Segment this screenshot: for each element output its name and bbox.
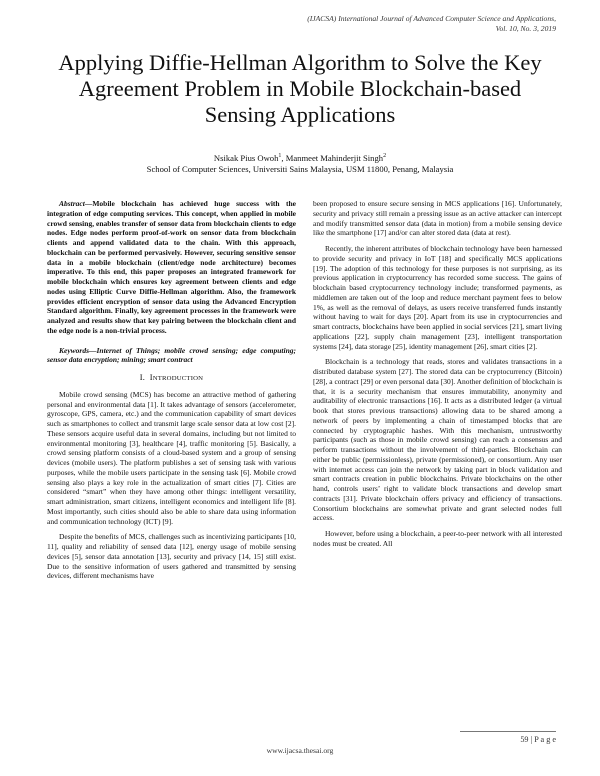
journal-website[interactable]: www.ijacsa.thesai.org <box>266 746 334 755</box>
right-column <box>313 199 562 555</box>
running-header <box>156 14 556 34</box>
intro-paragraph-2: Despite the benefits of MCS, challenges such as incentivizing participants [10, 11], quality and reliability of sensed data [12], energy usage of mobile sensing devices [5], sensor data annotation [13], security and privacy [14, 15] still exist. Due to the sensitive information of users gathered and transmitted by sensing devices, different mechanisms have <box>47 532 296 581</box>
left-column <box>47 199 296 587</box>
section-title-initial: I <box>149 373 153 382</box>
intro-paragraph-4: Blockchain is a technology that reads, stores and validates transactions in a distributed database system [27]. The stored data can be cryptocurrency (Bitcoin) [28], a contract [29] or even personal data [30]. Another definition of blockchain is that, it is a security mechanism that ensures immutability, anonymity and auditability of electronic transactions [16]. It acts as a distributed ledger (a virtual book that stores previous transactions) allowing data to be shared among a network of peers by implementing a chain of timestamped blocks that are connected by cryptographic hashes. With this mechanism, untrustworthy participants (such as those in mobile crowd sensing) can reach a consensus and perform transactions without the involvement of third-parties. Blockchain can either be public (permissionless), private (permissioned), or consortium. Any user with internet access can join the network by taking part in block validation and smart contracts creation in public blockchains. Private blockchains on the other hand, controls users’ right to validate block transactions and develop smart contracts [31]. Private blockchain offers privacy and efficiency of transactions. Consortium blockchains are somewhat private and grant selected nodes full access. <box>313 357 562 523</box>
title-line-2: Agreement Problem in Mobile Blockchain-based <box>78 76 522 101</box>
title-line-3: Sensing Applications <box>204 102 396 127</box>
title-line-1: Applying Diffie-Hellman Algorithm to Solve the Key <box>58 50 542 75</box>
footer-divider <box>460 731 556 732</box>
author-list <box>40 151 560 164</box>
section-heading-introduction <box>47 373 296 384</box>
journal-volume: Vol. 10, No. 3, 2019 <box>495 24 556 33</box>
abstract-text: Mobile blockchain has achieved huge success with the integration of edge computing services. This concept, when applied in mobile crowd sensing, enables transfer of sensor data from blockchain clients to edge nodes. Edge nodes perform proof-of-work on sensor data from blockchain clients and append validated data to the chain. With this approach, blockchain can be performed pervasively. However, securing sensitive sensor data in a mobile blockchain (client/edge node architecture) becomes imperative. To this end, this paper proposes an integrated framework for mobile blockchain which ensures key agreement between clients and edge nodes using Elliptic Curve Diffie-Hellman algorithm. Also, the framework provides efficient encryption of sensor data using the Advanced Encryption Standard algorithm. Finally, key agreement processes in the framework were analyzed and results show that key pairing between the blockchain client and the edge node is a non-trivial process. <box>47 199 296 335</box>
intro-paragraph-2-continued: been proposed to ensure secure sensing in MCS applications [16]. Unfortunately, security and privacy still remain a pressing issue as an active attacker can intercept and modify transmitted sensor data (data in motion) from a mobile sensing device like the smartphone [17] and/or can alter stored data (data at rest). <box>313 199 562 238</box>
journal-name: (IJACSA) International Journal of Advanced Computer Science and Applications, <box>307 14 556 23</box>
section-number: I. <box>139 373 146 382</box>
keywords: Keywords—Internet of Things; mobile crowd sensing; edge computing; sensor data encryption; mining; smart contract <box>47 345 296 365</box>
author-1: Nsikak Pius Owoh <box>213 152 279 163</box>
intro-paragraph-1: Mobile crowd sensing (MCS) has become an attractive method of gathering personal and environmental data [1]. It takes advantage of sensors (accelerometer, gyroscope, GPS, camera, etc.) and the communication capability of smart devices such as smartphones to collect and transmit large scale sensor data at low cost [2]. These sensors acquire useful data in several domains, including but not limited to environmental monitoring [3], healthcare [4], traffic monitoring [5]. Basically, a crowd sensing platform consists of a cloud-based system and a group of sensing devices (mobile users). The platform publishes a set of sensing task with various purposes, while the mobile users participate in the sensing task [6]. Mobile crowd sensing also plays a key role in the actualization of smart cities [7]. Cities are considered “smart” when they have among other things: intelligent versatility, smart administration, smart citizens, intelligent economics and intelligent life [8]. Most importantly, such cities should also be able to share data using information and communication technology (ICT) [9]. <box>47 389 296 526</box>
intro-paragraph-3: Recently, the inherent attributes of blockchain technology have been harnessed to provide security and privacy in IoT [18] and specifically MCS applications [19]. The adoption of this technology for these purposes is not surprising, as its previous application in cryptocurrency has recorded some success. The gains of blockchain based cryptocurrency technology include; transformed payments, as middlemen are taken out of the loop and reduce merchant payment fees to below 1%, as well as the removal of delays, as users receive transferred funds instantly without having to wait for days [20]. Apart from its use in cryptocurrencies and smart contracts, blockchains have been applied in social services [21], smart living applications [22], supply chain management [23], intelligent transportation systems [24], data storage [25], identity management [26], smart cities [2]. <box>313 244 562 351</box>
author-1-affil-mark: 1 <box>278 153 282 159</box>
affiliation: School of Computer Sciences, Universiti Sains Malaysia, USM 11800, Penang, Malaysia <box>146 164 454 174</box>
intro-paragraph-5: However, before using a blockchain, a peer-to-peer network with all interested nodes must be created. All <box>313 529 562 548</box>
author-separator: , <box>281 152 286 163</box>
author-2: Manmeet Mahinderjit Singh <box>285 152 384 163</box>
abstract <box>47 199 296 336</box>
page-number: 59 | P a g e <box>520 735 556 744</box>
abstract-lead: Abstract— <box>59 199 93 208</box>
paper-title <box>30 50 570 128</box>
section-title-rest: NTRODUCTION <box>152 375 204 382</box>
author-2-affil-mark: 2 <box>383 153 387 159</box>
